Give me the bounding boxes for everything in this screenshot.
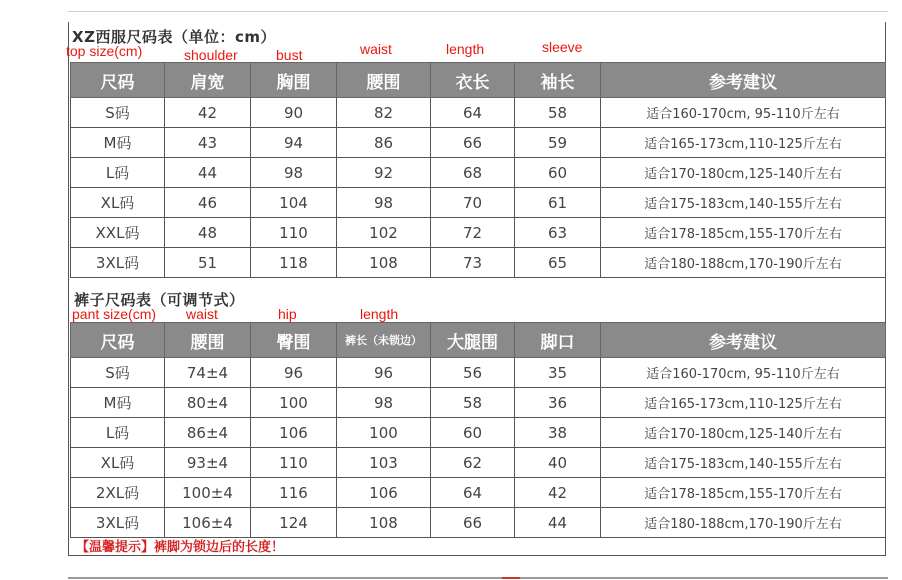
table-row (71, 358, 886, 388)
table-cell: 104 (251, 188, 337, 218)
table-cell: 48 (165, 218, 251, 248)
table-cell: 100 (251, 388, 337, 418)
table-cell: 98 (251, 158, 337, 188)
table-cell-reference: 适合178-185cm,155-170斤左右 (601, 478, 886, 508)
table-header-row (71, 323, 886, 358)
annotation-pant-size: pant size(cm) (72, 306, 157, 322)
bottom-divider-accent (502, 577, 520, 579)
top-divider (68, 11, 888, 12)
table-cell: 124 (251, 508, 337, 538)
header-size: 尺码 (71, 323, 165, 358)
table-cell: 60 (431, 418, 515, 448)
table-cell: 58 (515, 98, 601, 128)
table-cell: 100 (337, 418, 431, 448)
table-cell: 102 (337, 218, 431, 248)
annotation-hip: hip (278, 306, 297, 322)
table-cell: 42 (165, 98, 251, 128)
table-cell: L码 (71, 418, 165, 448)
table-cell: 44 (515, 508, 601, 538)
table-cell: 59 (515, 128, 601, 158)
annotation-waist: waist (186, 306, 218, 322)
header-bust: 胸围 (251, 63, 337, 98)
table-cell-reference: 适合175-183cm,140-155斤左右 (601, 188, 886, 218)
table-cell: 64 (431, 478, 515, 508)
table-cell: 96 (337, 358, 431, 388)
table-row (71, 478, 886, 508)
table-cell: M码 (71, 128, 165, 158)
table-cell-reference: 适合170-180cm,125-140斤左右 (601, 158, 886, 188)
table-cell: 93±4 (165, 448, 251, 478)
annotation-length: length (360, 306, 399, 322)
table-cell-reference: 适合165-173cm,110-125斤左右 (601, 388, 886, 418)
table-cell: 116 (251, 478, 337, 508)
suit-size-table (70, 62, 886, 278)
table-cell: 56 (431, 358, 515, 388)
table-row (71, 248, 886, 278)
header-length: 裤长（未锁边） (337, 323, 431, 358)
table-row (71, 388, 886, 418)
table-cell: 46 (165, 188, 251, 218)
table-cell: 66 (431, 128, 515, 158)
table-cell: 108 (337, 508, 431, 538)
table-row (71, 98, 886, 128)
table-row (71, 508, 886, 538)
header-length: 衣长 (431, 63, 515, 98)
warm-tip: 【温馨提示】裤脚为锁边后的长度！ (76, 540, 285, 555)
table-cell: 35 (515, 358, 601, 388)
table-cell: XL码 (71, 448, 165, 478)
table-cell-reference: 适合170-180cm,125-140斤左右 (601, 418, 886, 448)
table-cell: 44 (165, 158, 251, 188)
pants-size-title: 裤子尺码表（可调节式） (74, 291, 245, 309)
table-cell: 106±4 (165, 508, 251, 538)
annotation-bust: bust (276, 47, 303, 63)
table-cell: 96 (251, 358, 337, 388)
table-cell: 68 (431, 158, 515, 188)
table-cell: 66 (431, 508, 515, 538)
header-leg-opening: 脚口 (515, 323, 601, 358)
table-cell: 58 (431, 388, 515, 418)
table-row (71, 418, 886, 448)
header-size: 尺码 (71, 63, 165, 98)
table-row (71, 188, 886, 218)
table-cell: 106 (337, 478, 431, 508)
table-cell: 86±4 (165, 418, 251, 448)
table-cell: 118 (251, 248, 337, 278)
table-cell: 80±4 (165, 388, 251, 418)
header-reference: 参考建议 (601, 63, 886, 98)
table-cell-reference: 适合165-173cm,110-125斤左右 (601, 128, 886, 158)
annotation-length: length (446, 41, 485, 57)
table-cell: 43 (165, 128, 251, 158)
table-cell: L码 (71, 158, 165, 188)
table-cell: 42 (515, 478, 601, 508)
table-cell: 110 (251, 448, 337, 478)
table-cell: 108 (337, 248, 431, 278)
table-cell: 51 (165, 248, 251, 278)
table-cell-reference: 适合175-183cm,140-155斤左右 (601, 448, 886, 478)
bottom-divider (68, 577, 888, 579)
annotation-shoulder: shoulder (184, 47, 238, 63)
table-cell: 64 (431, 98, 515, 128)
table-cell: 98 (337, 388, 431, 418)
table-cell: M码 (71, 388, 165, 418)
table-cell-reference: 适合160-170cm, 95-110斤左右 (601, 98, 886, 128)
table-cell: 103 (337, 448, 431, 478)
table-row (71, 218, 886, 248)
table-cell: 61 (515, 188, 601, 218)
table-cell: 82 (337, 98, 431, 128)
pants-size-table (70, 322, 886, 538)
table-cell: 40 (515, 448, 601, 478)
table-cell: 60 (515, 158, 601, 188)
table-cell: XXL码 (71, 218, 165, 248)
annotation-top-size: top size(cm) (66, 43, 143, 59)
table-header-row (71, 63, 886, 98)
header-thigh: 大腿围 (431, 323, 515, 358)
table-cell: 62 (431, 448, 515, 478)
table-row (71, 158, 886, 188)
table-cell: 3XL码 (71, 248, 165, 278)
table-cell: 100±4 (165, 478, 251, 508)
table-cell: S码 (71, 358, 165, 388)
header-reference: 参考建议 (601, 323, 886, 358)
table-cell: 110 (251, 218, 337, 248)
annotation-waist: waist (360, 41, 392, 57)
suit-size-title: XZ西服尺码表（单位：cm） (72, 28, 276, 46)
table-cell: 73 (431, 248, 515, 278)
table-cell: 72 (431, 218, 515, 248)
table-cell-reference: 适合178-185cm,155-170斤左右 (601, 218, 886, 248)
header-shoulder: 肩宽 (165, 63, 251, 98)
table-cell: 3XL码 (71, 508, 165, 538)
table-cell: 94 (251, 128, 337, 158)
table-cell: 90 (251, 98, 337, 128)
table-cell: 63 (515, 218, 601, 248)
table-row (71, 448, 886, 478)
header-hip: 臀围 (251, 323, 337, 358)
table-cell: S码 (71, 98, 165, 128)
table-cell: XL码 (71, 188, 165, 218)
header-sleeve: 袖长 (515, 63, 601, 98)
table-cell: 70 (431, 188, 515, 218)
header-waist: 腰围 (165, 323, 251, 358)
table-cell: 38 (515, 418, 601, 448)
table-cell: 98 (337, 188, 431, 218)
table-cell: 86 (337, 128, 431, 158)
annotation-sleeve: sleeve (542, 39, 583, 55)
table-cell: 92 (337, 158, 431, 188)
table-cell: 74±4 (165, 358, 251, 388)
table-cell-reference: 适合180-188cm,170-190斤左右 (601, 508, 886, 538)
header-waist: 腰围 (337, 63, 431, 98)
table-cell: 106 (251, 418, 337, 448)
table-cell: 36 (515, 388, 601, 418)
table-cell-reference: 适合160-170cm, 95-110斤左右 (601, 358, 886, 388)
table-cell: 2XL码 (71, 478, 165, 508)
table-cell-reference: 适合180-188cm,170-190斤左右 (601, 248, 886, 278)
table-row (71, 128, 886, 158)
table-cell: 65 (515, 248, 601, 278)
